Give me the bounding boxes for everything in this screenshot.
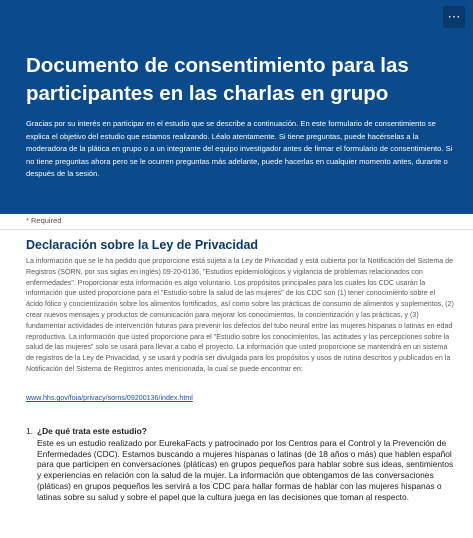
section-divider	[0, 229, 473, 230]
question-description: Este es un estudio realizado por EurekaFacts y patrocinado por los Centros para el Control y la Prevención de Enfermedades (CDC). Estamos buscando a mujeres hispanas o latinas (de 18 años o más) que hablen español para que participen en conversaciones (pláticas) en grupos pequeños para hablar sobre sus ideas, sentimientos y experiencias en relación con la salud de la mujer. La información que obtengamos de las conversaciones (pláticas) en grupos pequeños les servirá a los CDC para hallar formas de hablar con las mujeres hispanas o latinas sobre su salud y sobre el papel que la cultura juega en las decisiones que toman al respecto.	[37, 438, 454, 502]
question-number: 1.	[26, 426, 33, 436]
form-header	[0, 0, 473, 214]
privacy-sorn-link[interactable]: www.hhs.gov/foia/privacy/sorns/09200136/index.html	[26, 394, 193, 402]
question-title: ¿De qué trata este estudio?	[37, 426, 147, 436]
privacy-section-title: Declaración sobre la Ley de Privacidad	[26, 238, 259, 252]
privacy-statement: La información que se le ha pedido que proporcione está sujeta a la Ley de Privacidad y está cubierta por la Notificación del Sistema de Registros (SORN, por sus siglas en inglés) 09-20-0136, "Estudios epidemiológicos y vigilancia de problemas relacionados con enfermedades". Proporcionar esta información es algo voluntario. Los propósitos principales para los cuales los CDC usarán la información que usted proporcione para el "Estudio sobre la salud de las mujeres" de los CDC son (1) tener conocimiento sobre el ácido fólico y concientización sobre los alimentos fortificados, así como sobre las prácticas de consumo de alimentos y suplementos, (2) crear nuevos mensajes y productos de comunicación para mejorar los conocimientos, la concientización y las prácticas, y (3) fundamentar actividades de intervención futuras para prevenir los defectos del tubo neural entre las mujeres hispanas o latinas en edad reproductiva. La información que usted proporcione para el "Estudio sobre los conocimientos, las actitudes y las percepciones sobre la salud de las mujeres" solo se usará para llevar a cabo el proyecto. La información que usted proporcione se mantendrá en un sistema de registros de la Ley de Privacidad, y se usará y podría ser divulgada para los propósitos y usos de rutina descritos y publicados en la Notificación del Sistema de Registros antes mencionada, la cual se puede encontrar en:	[26, 257, 454, 373]
required-note: * Required	[26, 216, 62, 225]
more-options-icon[interactable]: ⋯	[443, 6, 465, 28]
form-title: Documento de consentimiento para las participantes en las charlas en grupo	[26, 54, 409, 105]
form-description: Gracias por su interés en participar en el estudio que se describe a continuación. En este formulario de consentimiento se explica el objetivo del estudio que estamos realizando. Léalo atentamente. Si tiene preguntas, puede hacérselas a la moderadora de la plática en grupo o a un integrante del equipo investigador antes de firmar el formulario de consentimiento. Si no tiene preguntas ahora pero se le ocurren preguntas más adelante, puede hacerlas en cualquier momento antes, durante o después de la sesión.	[26, 119, 453, 179]
